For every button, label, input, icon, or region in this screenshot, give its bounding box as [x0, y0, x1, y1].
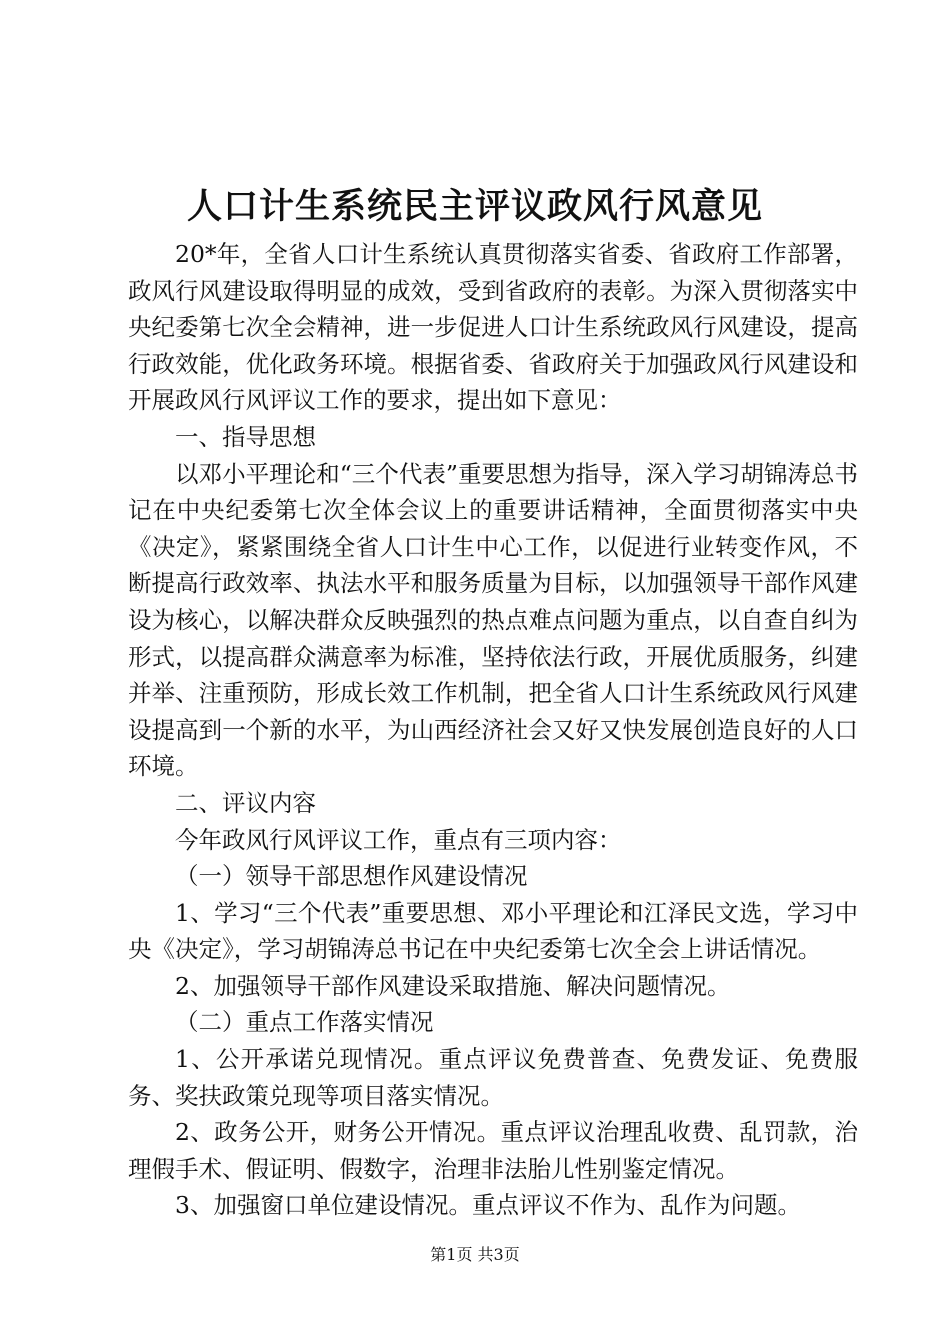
document-body [128, 236, 858, 1224]
review-content-intro: 今年政风行风评议工作，重点有三项内容： [175, 825, 622, 854]
list-item: 2、加强领导干部作风建设采取措施、解决问题情况。 [175, 971, 731, 1000]
document-title: 人口计生系统民主评议政风行风意见 [186, 186, 763, 227]
guiding-thought-paragraph: 以邓小平理论和“三个代表”重要思想为指导，深入学习胡锦涛总书记在中央纪委第七次全体会议上的重要讲话精神，全面贯彻落实中央《决定》，紧紧围绕全省人口计生中心工作，以促进行业转变作风，不断提高行政效率、执法水平和服务质量为目标，以加强领导干部作风建设为核心，以解决群众反映强烈的热点难点问题为重点，以自查自纠为形式，以提高群众满意率为标准，坚持依法行政，开展优质服务，纠建并举、注重预防，形成长效工作机制，把全省人口计生系统政风行风建设提高到一个新的水平，为山西经济社会又好又快发展创造良好的人口环境。 [128, 459, 858, 781]
section-heading-guiding-thought: 一、指导思想 [175, 422, 316, 451]
list-item: 3、加强窗口单位建设情况。重点评议不作为、乱作为问题。 [175, 1191, 801, 1220]
subsection-heading-key-work: （二）重点工作落实情况 [175, 1008, 434, 1037]
subsection-heading-leadership-style: （一）领导干部思想作风建设情况 [175, 862, 528, 891]
list-item: 2、政务公开，财务公开情况。重点评议治理乱收费、乱罚款，治理假手术、假证明、假数字，治理非法胎儿性别鉴定情况。 [128, 1118, 858, 1183]
section-heading-review-content: 二、评议内容 [175, 788, 316, 817]
list-item: 1、学习“三个代表”重要思想、邓小平理论和江泽民文选，学习中央《决定》，学习胡锦涛总书记在中央纪委第七次全会上讲话情况。 [128, 898, 858, 964]
page-number-footer: 第1页 共3页 [430, 1245, 520, 1264]
list-item: 1、公开承诺兑现情况。重点评议免费普查、免费发证、免费服务、奖扶政策兑现等项目落实情况。 [128, 1045, 858, 1110]
intro-paragraph: 20*年，全省人口计生系统认真贯彻落实省委、省政府工作部署，政风行风建设取得明显的成效，受到省政府的表彰。为深入贯彻落实中央纪委第七次全会精神，进一步促进人口计生系统政风行风建设，提高行政效能，优化政务环境。根据省委、省政府关于加强政风行风建设和开展政风行风评议工作的要求，提出如下意见： [128, 240, 858, 415]
